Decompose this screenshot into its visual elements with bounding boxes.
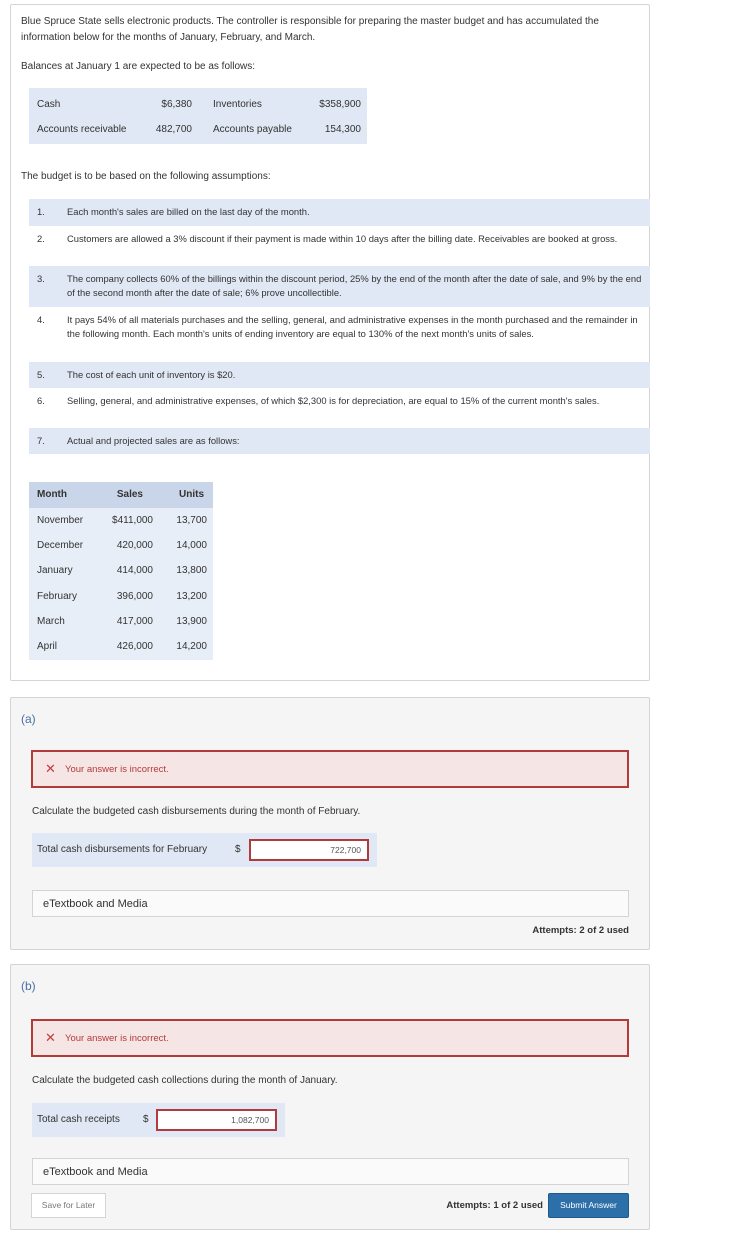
- units-cell: 14,000: [176, 540, 207, 551]
- sales-cell: 396,000: [116, 591, 153, 602]
- x-icon: ✕: [45, 1030, 56, 1045]
- balance-value: 154,300: [324, 124, 361, 135]
- assumption-item: [29, 199, 650, 226]
- currency-symbol: $: [143, 1114, 149, 1125]
- error-banner: [31, 750, 629, 788]
- etextbook-media-link[interactable]: eTextbook and Media: [32, 890, 629, 917]
- month-cell: March: [37, 616, 65, 627]
- error-banner: [31, 1019, 629, 1057]
- balance-value: 482,700: [155, 124, 192, 135]
- sales-cell: $411,000: [112, 515, 153, 526]
- part-b-panel: [10, 964, 650, 1230]
- assumptions-heading: The budget is to be based on the following assumptions:: [21, 171, 271, 182]
- attempts-counter: Attempts: 1 of 2 used: [446, 1200, 543, 1211]
- sales-table-header: [29, 482, 213, 508]
- sales-cell: 420,000: [116, 540, 153, 551]
- sales-cell: 426,000: [116, 641, 153, 652]
- balance-label: Inventories: [213, 99, 262, 110]
- cash-disbursements-input[interactable]: [249, 839, 369, 861]
- assumption-item: [29, 428, 650, 454]
- table-row: [29, 508, 213, 533]
- answer-label: Total cash disbursements for February: [37, 844, 208, 855]
- assumption-text: Customers are allowed a 3% discount if their payment is made within 10 days after the billing date. Receivables are booked at gross.: [67, 233, 618, 244]
- assumption-text: It pays 54% of all materials purchases and the selling, general, and administrative expenses in the month purchased and the remainder in the following month. Each month's units of ending inventory are equal to 130% of the next month's units of sales.: [67, 314, 638, 339]
- balances-row: [29, 92, 367, 117]
- column-header-units: Units: [179, 489, 204, 500]
- assumption-number: 1.: [37, 206, 45, 217]
- assumption-number: 3.: [37, 273, 45, 284]
- part-a-panel: [10, 697, 650, 950]
- answer-row: [32, 1103, 285, 1137]
- currency-symbol: $: [235, 844, 241, 855]
- assumption-number: 6.: [37, 395, 45, 406]
- month-cell: December: [37, 540, 84, 551]
- units-cell: 13,700: [176, 515, 207, 526]
- balance-label: Accounts receivable: [37, 124, 127, 135]
- sales-table: [29, 482, 213, 660]
- units-cell: 14,200: [176, 641, 207, 652]
- table-row: [29, 584, 213, 609]
- answer-row: [32, 833, 377, 867]
- save-for-later-button[interactable]: Save for Later: [31, 1193, 106, 1218]
- x-icon: ✕: [45, 761, 56, 776]
- etextbook-media-link[interactable]: eTextbook and Media: [32, 1158, 629, 1185]
- problem-intro: Blue Spruce State sells electronic products. The controller is responsible for preparing the master budget and has accumulated the information below for the months of January, February, and March.: [21, 16, 599, 43]
- balances-table: [29, 88, 367, 144]
- part-label: (a): [21, 712, 36, 726]
- assumption-item: [29, 266, 650, 307]
- table-row: [29, 609, 213, 634]
- assumption-item: [29, 307, 650, 362]
- assumption-number: 5.: [37, 369, 45, 380]
- column-header-sales: Sales: [116, 489, 143, 500]
- sales-cell: 417,000: [116, 616, 153, 627]
- assumption-text: Actual and projected sales are as follows:: [67, 435, 240, 446]
- assumption-item: [29, 362, 650, 388]
- assumption-item: [29, 226, 650, 266]
- assumption-number: 7.: [37, 435, 45, 446]
- table-row: [29, 558, 213, 583]
- month-cell: November: [37, 515, 84, 526]
- table-row: [29, 533, 213, 558]
- units-cell: 13,800: [176, 565, 207, 576]
- problem-panel: [10, 4, 650, 681]
- month-cell: April: [37, 641, 58, 652]
- balance-label: Cash: [37, 99, 61, 110]
- attempts-counter: Attempts: 2 of 2 used: [532, 925, 629, 936]
- units-cell: 13,900: [176, 616, 207, 627]
- assumption-text: The company collects 60% of the billings within the discount period, 25% by the end of the month after the date of sale, and 9% by the end of the second month after the date of sale; 6% prove uncollectible.: [67, 273, 642, 298]
- assumption-item: [29, 388, 650, 428]
- table-row: [29, 634, 213, 659]
- balance-value: $358,900: [319, 99, 361, 110]
- question-text: Calculate the budgeted cash collections during the month of January.: [32, 1075, 338, 1086]
- balance-value: $6,380: [161, 99, 192, 110]
- month-cell: February: [37, 591, 78, 602]
- submit-answer-button[interactable]: Submit Answer: [548, 1193, 629, 1218]
- error-message: Your answer is incorrect.: [65, 1033, 169, 1044]
- cash-receipts-input[interactable]: [156, 1109, 277, 1131]
- sales-cell: 414,000: [116, 565, 153, 576]
- error-message: Your answer is incorrect.: [65, 764, 169, 775]
- column-header-month: Month: [37, 489, 67, 500]
- part-label: (b): [21, 979, 36, 993]
- question-text: Calculate the budgeted cash disbursements during the month of February.: [32, 806, 361, 817]
- balances-row: [29, 117, 367, 142]
- month-cell: January: [37, 565, 73, 576]
- assumption-text: The cost of each unit of inventory is $20.: [67, 369, 236, 380]
- assumption-text: Selling, general, and administrative expenses, of which $2,300 is for depreciation, are equal to 15% of the current month's sales.: [67, 395, 600, 406]
- answer-label: Total cash receipts: [37, 1114, 120, 1125]
- assumption-number: 2.: [37, 233, 45, 244]
- assumption-text: Each month's sales are billed on the last day of the month.: [67, 206, 310, 217]
- balance-label: Accounts payable: [213, 124, 292, 135]
- units-cell: 13,200: [176, 591, 207, 602]
- assumption-number: 4.: [37, 314, 45, 325]
- balances-heading: Balances at January 1 are expected to be as follows:: [21, 61, 256, 72]
